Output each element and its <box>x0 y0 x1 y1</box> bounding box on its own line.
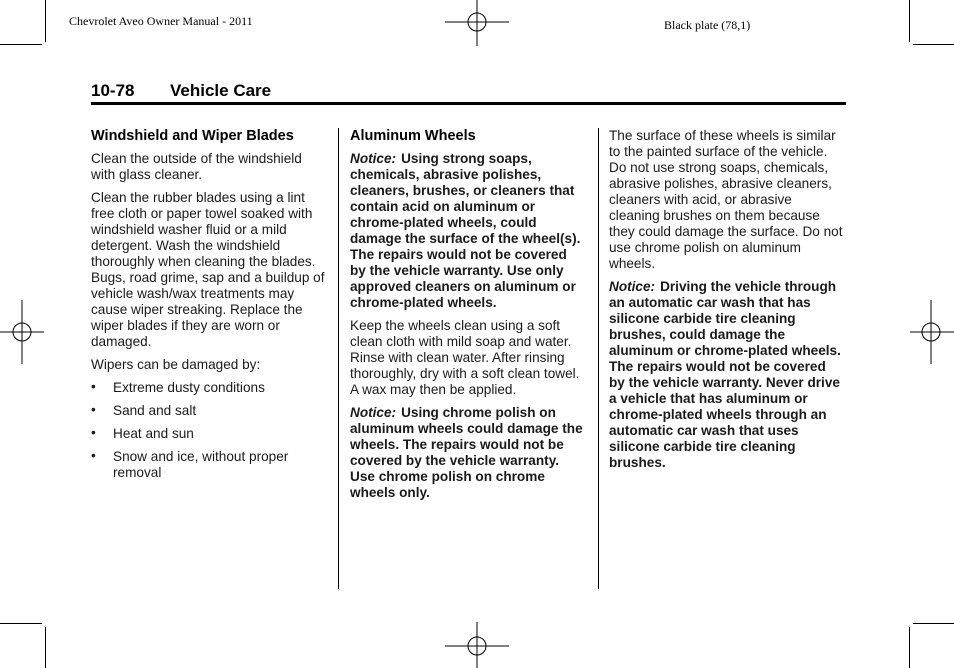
page-heading <box>91 81 271 101</box>
registration-mark-icon <box>908 300 954 364</box>
column-divider <box>338 128 339 589</box>
manual-title: Chevrolet Aveo Owner Manual - 2011 <box>69 14 253 28</box>
list-item: • Extreme dusty conditions <box>91 379 265 395</box>
notice: Notice: Using chrome polish on aluminum wheels could damage the wheels. The repairs would not be covered by the vehicle warranty. Use chrome polish on chrome wheels only. <box>350 405 583 500</box>
notice-label: Notice: <box>350 405 397 420</box>
notice: Notice: Using strong soaps, chemicals, abrasive polishes, cleaners, brushes, or cleaners that contain acid on aluminum or chrome-plated wheels, could damage the surface of the wheel(s). The repairs would not be covered by the vehicle warranty. Use only approved cleaners on aluminum or chrome-plated wheels. <box>350 151 581 310</box>
crop-mark <box>45 0 46 42</box>
column-aluminum-wheels <box>350 128 584 508</box>
bullet-icon: • <box>91 448 96 463</box>
paragraph: Clean the outside of the windshield with glass cleaner. <box>91 151 302 182</box>
notice-label: Notice: <box>350 151 397 166</box>
bullet-icon: • <box>91 379 96 394</box>
registration-mark-icon <box>445 622 509 668</box>
registration-mark-icon <box>445 0 509 46</box>
crop-mark <box>0 623 42 624</box>
crop-mark <box>45 627 46 668</box>
paragraph: Clean the rubber blades using a lint free cloth or paper towel soaked with windshield washer fluid or a mild detergent. Wash the windshield thoroughly when cleaning the blades. Bugs, road grime, sap and a buildup of vehicle wash/wax treatments may cause wiper streaking. Replace the wiper blades if they are worn or damaged. <box>91 190 325 349</box>
list-item: • Sand and salt <box>91 402 197 418</box>
column-windshield <box>91 128 329 488</box>
damage-causes-list <box>91 380 329 481</box>
bullet-icon: • <box>91 402 96 417</box>
crop-mark <box>913 623 954 624</box>
page-number: 10-78 <box>91 81 135 100</box>
crop-mark <box>913 44 954 45</box>
list-item: • Snow and ice, without proper removal <box>91 448 289 480</box>
paragraph: Wipers can be damaged by: <box>91 357 261 372</box>
registration-mark-icon <box>0 300 46 364</box>
column-wheel-care <box>609 128 845 478</box>
crop-mark <box>909 0 910 42</box>
list-item: • Heat and sun <box>91 425 194 441</box>
paragraph: The surface of these wheels is similar to the painted surface of the vehicle. Do not use strong soaps, chemicals, abrasive polishes, abrasive cleaners, cleaners with acid, or abrasive cleaning brushes on them because they could damage the surface. Do not use chrome polish on aluminum wheels. <box>609 128 843 271</box>
heading-rule <box>91 102 846 105</box>
section-title: Vehicle Care <box>170 81 272 100</box>
aluminum-wheels-heading: Aluminum Wheels <box>350 128 476 144</box>
crop-mark <box>909 627 910 668</box>
column-divider <box>598 128 599 589</box>
notice: Notice: Driving the vehicle through an automatic car wash that has silicone carbide tire cleaning brushes, could damage the aluminum or chrome-plated wheels. The repairs would not be covered by the vehicle warranty. Never drive a vehicle that has aluminum or chrome-plated wheels through an automatic car wash that uses silicone carbide tire cleaning brushes. <box>609 279 841 470</box>
bullet-icon: • <box>91 425 96 440</box>
windshield-heading: Windshield and Wiper Blades <box>91 128 294 144</box>
plate-label: Black plate (78,1) <box>664 18 751 32</box>
notice-label: Notice: <box>609 279 656 294</box>
paragraph: Keep the wheels clean using a soft clean cloth with mild soap and water. Rinse with clean water. After rinsing thoroughly, dry with a soft clean towel. A wax may then be applied. <box>350 318 580 397</box>
crop-mark <box>0 44 42 45</box>
